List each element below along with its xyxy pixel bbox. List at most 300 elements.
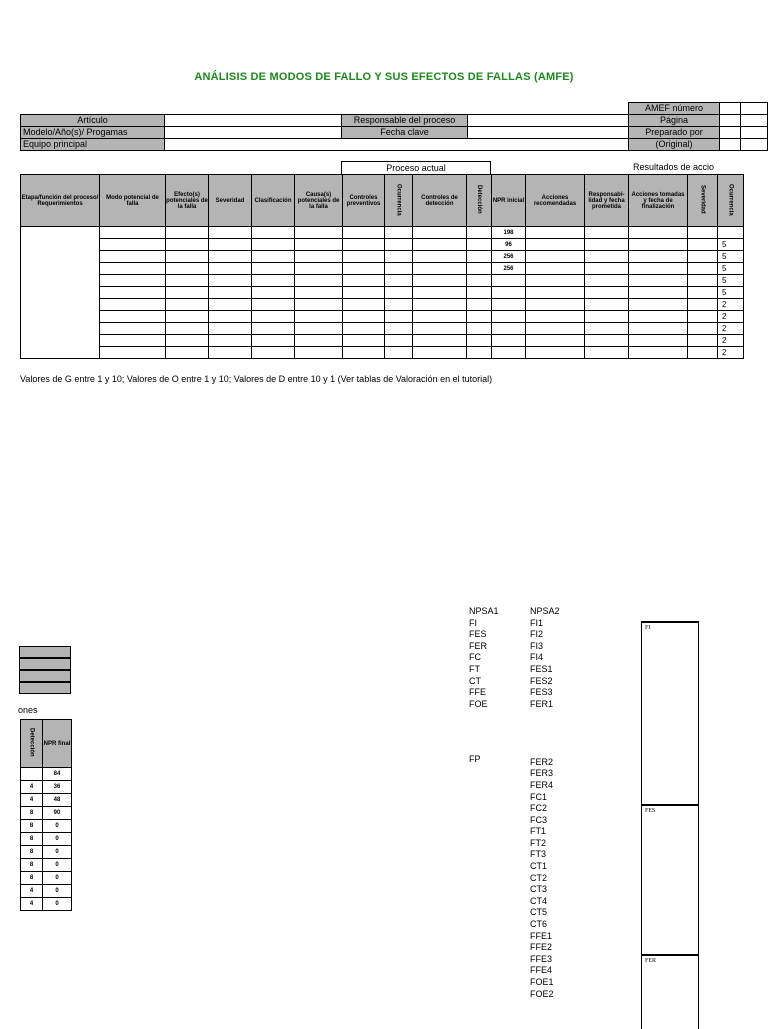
table-cell[interactable]	[209, 299, 252, 311]
deteccion-final-cell[interactable]: 8	[21, 833, 43, 846]
table-cell[interactable]	[585, 263, 629, 275]
valuation-note: Valores de G entre 1 y 10; Valores de O entre 1 y 10; Valores de D entre 10 y 1 (Ver tablas de Valoración en el tutorial)	[20, 374, 493, 384]
table-cell[interactable]	[385, 227, 413, 239]
list-item: FFE2	[530, 942, 553, 953]
npr-inicial-cell[interactable]: 256	[492, 263, 526, 275]
box-fer-label: FER	[645, 958, 657, 964]
list-item: FC2	[530, 803, 548, 814]
list-item: FI1	[530, 617, 544, 628]
deteccion-final-cell[interactable]	[21, 768, 43, 781]
table-cell[interactable]	[688, 311, 718, 323]
list-item	[530, 734, 560, 746]
ocurrencia-cell[interactable]: 5	[718, 239, 744, 251]
table-cell[interactable]	[688, 347, 718, 359]
preparado-por-label: Preparado por	[628, 126, 720, 139]
table-cell[interactable]	[467, 239, 492, 251]
table-cell[interactable]	[688, 239, 718, 251]
table-row	[21, 872, 72, 885]
table-cell[interactable]	[385, 347, 413, 359]
table-cell[interactable]	[413, 311, 467, 323]
list-item: CT6	[530, 919, 548, 930]
table-cell[interactable]	[467, 251, 492, 263]
equipo-label: Equipo principal	[20, 138, 165, 151]
table-cell[interactable]	[629, 335, 688, 347]
table-cell[interactable]	[467, 275, 492, 287]
table-cell[interactable]	[526, 275, 585, 287]
table-cell[interactable]	[688, 299, 718, 311]
proceso-actual-label: Proceso actual	[341, 161, 491, 175]
npr-final-cell[interactable]: 0	[43, 859, 72, 872]
list-item: FOE2	[530, 988, 554, 999]
table-cell[interactable]	[629, 287, 688, 299]
table-cell[interactable]	[295, 239, 343, 251]
original-extra[interactable]	[741, 138, 768, 151]
box-fes-label: FES	[645, 808, 656, 814]
table-cell[interactable]	[585, 347, 629, 359]
npr-final-cell[interactable]: 0	[43, 846, 72, 859]
original-value[interactable]	[719, 138, 741, 151]
table-cell[interactable]	[100, 227, 166, 239]
table-cell[interactable]	[467, 299, 492, 311]
table-cell[interactable]	[343, 227, 385, 239]
table-cell[interactable]	[209, 347, 252, 359]
box-fer	[641, 954, 699, 1029]
table-cell[interactable]	[526, 227, 585, 239]
npr-final-cell[interactable]: 90	[43, 807, 72, 820]
list-item: FFE	[469, 687, 486, 698]
table-cell[interactable]	[629, 239, 688, 251]
col-severidad-2	[688, 175, 718, 227]
ocurrencia-cell[interactable]: 5	[718, 287, 744, 299]
table-cell[interactable]	[585, 287, 629, 299]
gray-bar-1	[19, 646, 71, 658]
ocurrencia-cell[interactable]: 2	[718, 335, 744, 347]
modelo-label: Modelo/Año(s)/ Progamas	[20, 126, 165, 139]
responsable-label: Responsable del proceso	[341, 114, 468, 127]
table-cell[interactable]	[413, 287, 467, 299]
box-fes	[641, 804, 699, 956]
table-cell[interactable]	[100, 311, 166, 323]
table-cell[interactable]	[100, 299, 166, 311]
table-cell[interactable]	[385, 299, 413, 311]
list-item: CT	[469, 675, 481, 686]
table-cell[interactable]	[467, 287, 492, 299]
table-cell[interactable]	[166, 275, 209, 287]
table-cell[interactable]	[629, 275, 688, 287]
table-cell[interactable]	[166, 323, 209, 335]
col-acciones-tomadas: Acciones tomadas y fecha de finalización	[629, 175, 688, 227]
table-cell[interactable]	[343, 287, 385, 299]
table-row	[21, 846, 72, 859]
table-cell[interactable]	[343, 335, 385, 347]
table-row	[21, 287, 744, 299]
col-npr-final: NPR final	[43, 720, 72, 768]
list-item: FFE3	[530, 953, 553, 964]
table-cell[interactable]	[209, 239, 252, 251]
table-cell[interactable]	[209, 311, 252, 323]
table-cell[interactable]	[385, 263, 413, 275]
table-cell[interactable]	[166, 239, 209, 251]
ocurrencia-cell[interactable]: 5	[718, 251, 744, 263]
table-cell[interactable]	[209, 275, 252, 287]
table-cell[interactable]	[295, 347, 343, 359]
table-row	[21, 239, 744, 251]
table-cell[interactable]	[295, 335, 343, 347]
table-cell[interactable]	[252, 275, 295, 287]
gray-bar-4	[19, 682, 71, 694]
list-item: CT1	[530, 861, 548, 872]
table-cell[interactable]	[585, 227, 629, 239]
gray-bar-2	[19, 658, 71, 670]
col-deteccion-final	[21, 720, 43, 768]
list-item: FT3	[530, 849, 547, 860]
table-cell[interactable]	[585, 239, 629, 251]
list-item: FER	[469, 640, 487, 651]
table-cell[interactable]	[526, 335, 585, 347]
table-cell[interactable]	[413, 299, 467, 311]
ocurrencia-cell[interactable]: 5	[718, 275, 744, 287]
table-cell[interactable]	[413, 335, 467, 347]
list-item: FER1	[530, 698, 554, 709]
table-row	[21, 781, 72, 794]
table-cell[interactable]	[629, 347, 688, 359]
list-item: FI2	[530, 629, 544, 640]
col-responsabilidad: Responsabi-lidad y fecha prometida	[585, 175, 629, 227]
table-cell[interactable]	[467, 347, 492, 359]
table-row	[21, 311, 744, 323]
resultados-accion-label: Resultados de accio	[633, 162, 715, 172]
ocurrencia-cell[interactable]: 2	[718, 323, 744, 335]
articulo-label: Artículo	[20, 114, 165, 127]
list-item: FC	[469, 652, 481, 663]
table-cell[interactable]	[343, 251, 385, 263]
list-item: FC3	[530, 814, 548, 825]
table-cell[interactable]	[100, 275, 166, 287]
table-cell[interactable]	[343, 299, 385, 311]
table-cell[interactable]	[166, 299, 209, 311]
table-cell[interactable]	[295, 311, 343, 323]
table-cell[interactable]	[385, 323, 413, 335]
table-cell[interactable]	[585, 335, 629, 347]
table-cell[interactable]	[166, 311, 209, 323]
npr-final-cell[interactable]: 0	[43, 833, 72, 846]
table-cell[interactable]	[526, 263, 585, 275]
table-row	[21, 227, 744, 239]
table-cell[interactable]	[585, 311, 629, 323]
list-item: FT1	[530, 826, 547, 837]
table-cell[interactable]	[209, 323, 252, 335]
npr-inicial-cell[interactable]	[492, 347, 526, 359]
table-cell[interactable]	[629, 227, 688, 239]
table-cell[interactable]	[209, 251, 252, 263]
table-cell[interactable]	[385, 239, 413, 251]
table-row	[21, 768, 72, 781]
table-cell[interactable]	[166, 287, 209, 299]
table-cell[interactable]	[585, 251, 629, 263]
ocurrencia-cell[interactable]: 5	[718, 263, 744, 275]
table-cell[interactable]	[467, 263, 492, 275]
npr-final-table	[20, 719, 72, 911]
table-cell[interactable]	[526, 239, 585, 251]
npr-final-cell[interactable]: 0	[43, 898, 72, 911]
col-causas: Causa(s) potenciales de la falla	[295, 175, 343, 227]
npsa1-fp: FP	[469, 754, 481, 764]
table-cell[interactable]	[252, 335, 295, 347]
col-deteccion	[467, 175, 492, 227]
table-cell[interactable]	[467, 323, 492, 335]
npr-final-cell[interactable]: 0	[43, 885, 72, 898]
npsa2-list	[530, 606, 560, 1000]
col-controles-prev: Controles preventivos	[343, 175, 385, 227]
list-item: FI4	[530, 652, 544, 663]
col-ocurrencia-2-text: Ocurrencia	[727, 183, 734, 216]
table-cell[interactable]	[526, 299, 585, 311]
amfe-table	[20, 174, 744, 359]
deteccion-final-cell[interactable]: 4	[21, 794, 43, 807]
npr-final-cell[interactable]: 0	[43, 872, 72, 885]
table-cell[interactable]	[166, 227, 209, 239]
list-item: FT2	[530, 837, 547, 848]
table-row	[21, 263, 744, 275]
table-cell[interactable]	[385, 335, 413, 347]
table-cell[interactable]	[629, 263, 688, 275]
npr-final-cell[interactable]: 0	[43, 820, 72, 833]
list-item: FES3	[530, 687, 553, 698]
box-fi-label: FI	[645, 625, 651, 631]
page-title: ANÁLISIS DE MODOS DE FALLO Y SUS EFECTOS DE FALLAS (AMFE)	[194, 71, 574, 83]
table-cell[interactable]	[209, 263, 252, 275]
list-item: FOE1	[530, 977, 554, 987]
table-cell[interactable]	[688, 323, 718, 335]
deteccion-final-cell[interactable]: 4	[21, 885, 43, 898]
table-cell[interactable]	[100, 347, 166, 359]
table-cell[interactable]	[385, 287, 413, 299]
ocurrencia-cell[interactable]	[718, 227, 744, 239]
npr-inicial-cell[interactable]	[492, 311, 526, 323]
table-row	[21, 807, 72, 820]
npr-final-cell[interactable]: 84	[43, 768, 72, 781]
col-etapa: Etapa/función del proceso/ Requerimientos	[21, 175, 100, 227]
list-item: CT4	[530, 895, 548, 906]
table-cell[interactable]	[629, 299, 688, 311]
table-cell[interactable]	[252, 239, 295, 251]
table-cell[interactable]	[100, 323, 166, 335]
table-cell[interactable]	[413, 227, 467, 239]
table-cell[interactable]	[100, 287, 166, 299]
table-cell[interactable]	[688, 251, 718, 263]
table-cell[interactable]	[467, 311, 492, 323]
npr-inicial-cell[interactable]	[492, 335, 526, 347]
col-clasificacion: Clasificación	[252, 175, 295, 227]
table-cell[interactable]	[385, 251, 413, 263]
ocurrencia-cell[interactable]: 2	[718, 311, 744, 323]
table-cell[interactable]	[100, 251, 166, 263]
table-row	[21, 833, 72, 846]
npr-inicial-cell[interactable]: 198	[492, 227, 526, 239]
table-cell[interactable]	[526, 311, 585, 323]
list-item: FFE4	[530, 965, 553, 976]
table-cell[interactable]	[413, 323, 467, 335]
list-item: FT	[469, 663, 480, 674]
col-acciones-rec: Acciones recomendadas	[526, 175, 585, 227]
table-row	[21, 323, 744, 335]
table-cell[interactable]	[585, 323, 629, 335]
table-cell[interactable]	[629, 311, 688, 323]
table-cell[interactable]	[629, 251, 688, 263]
table-row	[21, 347, 744, 359]
table-cell[interactable]	[252, 299, 295, 311]
table-cell[interactable]	[295, 263, 343, 275]
table-row	[21, 275, 744, 287]
table-cell[interactable]	[166, 347, 209, 359]
col-npr-inicial: NPR inicial	[492, 175, 526, 227]
table-cell[interactable]	[252, 311, 295, 323]
table-cell[interactable]	[100, 263, 166, 275]
deteccion-final-cell[interactable]: 8	[21, 859, 43, 872]
table-cell[interactable]	[413, 275, 467, 287]
list-item: FER2	[530, 756, 554, 767]
table-cell[interactable]	[688, 275, 718, 287]
gray-bar-3	[19, 670, 71, 682]
table-cell[interactable]	[295, 299, 343, 311]
fecha-clave-label: Fecha clave	[341, 126, 468, 139]
table-cell[interactable]	[526, 323, 585, 335]
table-cell[interactable]	[295, 275, 343, 287]
col-ocurrencia-2	[718, 175, 744, 227]
list-item: FFE1	[530, 930, 553, 941]
table-cell[interactable]	[343, 323, 385, 335]
deteccion-final-cell[interactable]: 4	[21, 898, 43, 911]
pagina-label: Página	[628, 114, 720, 127]
table-cell[interactable]	[413, 239, 467, 251]
table-cell[interactable]	[343, 275, 385, 287]
list-item: FER3	[530, 768, 554, 779]
original-label: (Original)	[628, 138, 720, 151]
table-cell[interactable]	[688, 227, 718, 239]
deteccion-final-cell[interactable]: 8	[21, 807, 43, 820]
table-cell[interactable]	[385, 275, 413, 287]
list-item: FC1	[530, 791, 548, 802]
table-cell[interactable]	[252, 287, 295, 299]
table-cell[interactable]	[166, 251, 209, 263]
deteccion-final-cell[interactable]: 4	[21, 781, 43, 794]
table-cell[interactable]	[252, 347, 295, 359]
table-cell[interactable]	[585, 299, 629, 311]
list-item: FER4	[530, 779, 554, 790]
deteccion-final-cell[interactable]: 8	[21, 872, 43, 885]
col-deteccion-text: Detección	[476, 185, 482, 214]
npr-final-cell[interactable]: 48	[43, 794, 72, 807]
table-cell[interactable]	[295, 251, 343, 263]
table-cell[interactable]	[295, 227, 343, 239]
table-cell[interactable]	[343, 311, 385, 323]
table-cell[interactable]	[526, 287, 585, 299]
table-cell[interactable]	[166, 335, 209, 347]
list-item: FI	[469, 617, 477, 628]
npr-inicial-cell[interactable]	[492, 287, 526, 299]
table-row	[21, 820, 72, 833]
col-ocurrencia	[385, 175, 413, 227]
table-cell[interactable]	[343, 347, 385, 359]
col-severidad-2-text: Severidad	[699, 185, 706, 214]
ones-label: ones	[18, 705, 38, 715]
deteccion-final-cell[interactable]: 8	[21, 846, 43, 859]
col-controles-det: Controles de detección	[413, 175, 467, 227]
table-cell[interactable]	[413, 347, 467, 359]
table-cell[interactable]	[343, 239, 385, 251]
table-cell[interactable]	[688, 335, 718, 347]
table-cell[interactable]	[343, 263, 385, 275]
npr-inicial-cell[interactable]: 96	[492, 239, 526, 251]
list-item	[530, 745, 560, 757]
list-item: CT3	[530, 884, 548, 895]
table-cell[interactable]	[209, 287, 252, 299]
table-row	[21, 299, 744, 311]
list-item: FOE	[469, 698, 488, 709]
ocurrencia-cell[interactable]: 2	[718, 347, 744, 359]
table-cell[interactable]	[413, 263, 467, 275]
table-row	[21, 885, 72, 898]
amef-number-label: AMEF número	[628, 102, 720, 115]
table-cell[interactable]	[688, 287, 718, 299]
etapa-cell[interactable]	[21, 227, 100, 359]
table-cell[interactable]	[100, 239, 166, 251]
table-cell[interactable]	[385, 311, 413, 323]
table-cell[interactable]	[252, 251, 295, 263]
list-item: FES	[469, 629, 487, 640]
table-cell[interactable]	[252, 323, 295, 335]
list-item	[530, 722, 560, 734]
npsa2-header: NPSA2	[530, 606, 560, 616]
table-cell[interactable]	[467, 227, 492, 239]
deteccion-final-cell[interactable]: 8	[21, 820, 43, 833]
table-row	[21, 335, 744, 347]
npr-inicial-cell[interactable]	[492, 275, 526, 287]
list-item: FES2	[530, 675, 553, 686]
npr-inicial-cell[interactable]: 256	[492, 251, 526, 263]
ocurrencia-cell[interactable]: 2	[718, 299, 744, 311]
table-cell[interactable]	[209, 335, 252, 347]
table-cell[interactable]	[252, 263, 295, 275]
table-cell[interactable]	[252, 227, 295, 239]
npr-inicial-cell[interactable]	[492, 299, 526, 311]
table-cell[interactable]	[526, 347, 585, 359]
table-cell[interactable]	[467, 335, 492, 347]
npr-inicial-cell[interactable]	[492, 323, 526, 335]
table-cell[interactable]	[629, 323, 688, 335]
table-row	[21, 898, 72, 911]
npr-final-cell[interactable]: 36	[43, 781, 72, 794]
table-cell[interactable]	[209, 227, 252, 239]
npsa1-list	[469, 606, 499, 710]
col-efectos: Efecto(s) potenciales de la falla	[166, 175, 209, 227]
table-cell[interactable]	[295, 323, 343, 335]
table-cell[interactable]	[166, 263, 209, 275]
table-cell[interactable]	[100, 335, 166, 347]
table-cell[interactable]	[585, 275, 629, 287]
table-row	[21, 794, 72, 807]
list-item: CT2	[530, 872, 548, 883]
table-cell[interactable]	[413, 251, 467, 263]
table-cell[interactable]	[295, 287, 343, 299]
table-cell[interactable]	[526, 251, 585, 263]
equipo-value[interactable]	[164, 138, 629, 151]
col-deteccion-final-text: Detección	[28, 728, 35, 757]
col-modo: Modo potencial de falla	[100, 175, 166, 227]
list-item: CT5	[530, 907, 548, 918]
table-cell[interactable]	[688, 263, 718, 275]
col-ocurrencia-text: Ocurrencia	[395, 183, 402, 216]
